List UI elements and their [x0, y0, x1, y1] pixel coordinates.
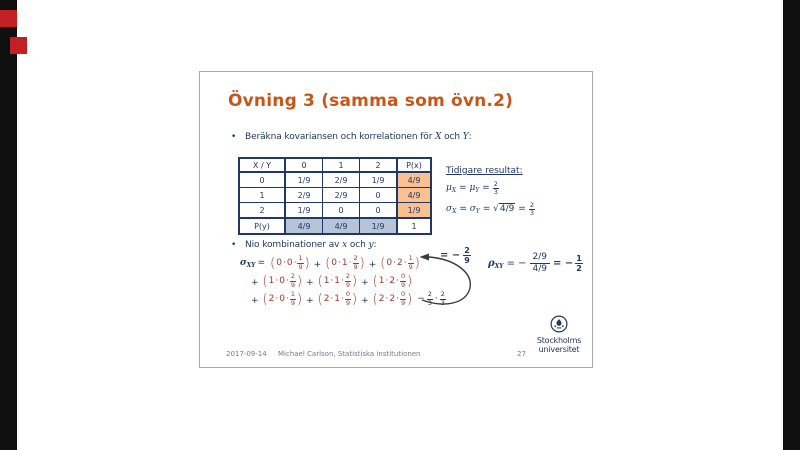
- sqrt-sign: √: [493, 204, 499, 215]
- mean-equation: $\mu_X = \mu_Y$ = $\frac{2}{3}$: [446, 180, 498, 197]
- table-cell: 0: [239, 172, 285, 188]
- table-row: [239, 203, 431, 219]
- bullet1-colon: :: [468, 132, 472, 142]
- var-y: Y: [462, 132, 469, 142]
- product-term: ( 2 · 0 · 1 9 ): [262, 290, 303, 307]
- table-cell: 1: [323, 158, 360, 172]
- table-cell: P(x): [397, 158, 431, 172]
- red-marker-1: [0, 10, 17, 27]
- table-cell: 2/9: [285, 188, 323, 203]
- bullet2-text: Nio kombinationer av: [245, 240, 343, 250]
- var-x-lower: x: [342, 240, 348, 250]
- page-number: 27: [517, 350, 526, 358]
- plus-sign: +: [251, 295, 259, 306]
- bullet2-mid: och: [347, 240, 369, 250]
- bullet-marker: •: [231, 132, 237, 142]
- table-cell: 0: [285, 158, 323, 172]
- table-cell: 1: [239, 188, 285, 203]
- table-cell: 1/9: [360, 172, 398, 188]
- covariance-line-1: $\sigma_{XY}$ = ( 0 · 0 · 1 9 ) + ( 0 · 1 · 2 9 ) + ( 0 · 2 · 1 9 ): [240, 254, 420, 271]
- bullet-marker: •: [231, 240, 237, 250]
- curved-arrow: [414, 250, 478, 312]
- previous-results-heading: Tidigare resultat:: [446, 166, 523, 176]
- logo-text-line2: universitet: [538, 344, 580, 354]
- correlation-equation: $\rho_{XY}$ = − $\frac{2/9}{4/9}$ = − $\frac{1}{2}$: [488, 252, 582, 275]
- bullet-nine-combinations: [231, 240, 376, 250]
- table-cell: P(y): [239, 218, 285, 234]
- table-cell: 0: [360, 203, 398, 219]
- product-term: ( 0 · 2 · 1 9 ): [380, 254, 420, 271]
- big-fraction: $\frac{2/9}{4/9}$: [530, 252, 550, 276]
- table-cell: 4/9: [323, 218, 360, 234]
- bullet1-text: Beräkna kovariansen och korrelationen för: [245, 132, 436, 142]
- letterbox-bar-right: [783, 0, 800, 450]
- table-cell: 4/9: [397, 172, 431, 188]
- logo-text-line1: Stockholms: [536, 336, 582, 345]
- table-row: [239, 218, 431, 234]
- university-emblem-icon: [550, 315, 568, 333]
- product-term: ( 1 · 1 · 2 9 ): [317, 272, 358, 289]
- table-cell: X / Y: [239, 158, 285, 172]
- radicand: 4/9: [499, 204, 515, 215]
- var-x: X: [435, 132, 442, 142]
- table-cell: 0: [323, 203, 360, 219]
- table-cell: 1/9: [285, 203, 323, 219]
- mean-product-term: − $\frac{2}{3}$ · 2 3: [417, 290, 445, 307]
- table-row: [239, 158, 431, 172]
- plus-sign: +: [313, 259, 322, 270]
- bullet2-colon: :: [373, 240, 377, 250]
- table-cell: 2/9: [323, 172, 360, 188]
- product-term: ( 2 · 1 · 0 9 ): [317, 290, 358, 307]
- table-cell: 4/9: [397, 188, 431, 203]
- footer-author: Michael Carlson, Statistiska institutionen: [278, 350, 421, 358]
- table-cell: 0: [360, 188, 398, 203]
- university-logo: [530, 315, 588, 355]
- table-cell: 2/9: [323, 188, 360, 203]
- table-row: [239, 172, 431, 188]
- letterbox-bar-left: [0, 0, 17, 450]
- table-cell: 1/9: [360, 218, 398, 234]
- table-cell: 2: [360, 158, 398, 172]
- table-row: [239, 188, 431, 203]
- plus-sign: +: [306, 277, 314, 288]
- probability-table: [238, 157, 432, 235]
- slide-title: Övning 3 (samma som övn.2): [228, 91, 514, 111]
- bullet-calc-covariance: [231, 132, 472, 142]
- var-y-lower: y: [368, 240, 374, 250]
- table-cell: 1/9: [285, 172, 323, 188]
- previous-results-block: [446, 166, 535, 218]
- plus-sign: +: [251, 277, 259, 288]
- covariance-result: = − $\frac{2}{9}$: [440, 246, 470, 266]
- product-term: ( 2 · 2 · 0 9 ): [372, 290, 413, 307]
- red-marker-2: [10, 37, 27, 54]
- product-term: ( 1 · 0 · 2 9 ): [262, 272, 303, 289]
- table-cell: 4/9: [285, 218, 323, 234]
- footer-date: 2017-09-14: [226, 350, 267, 358]
- stddev-equation: $\sigma_X = \sigma_Y = √4/9$ = $\frac{2}{3}$: [446, 200, 534, 218]
- product-term: ( 1 · 2 · 0 9 ): [372, 272, 413, 289]
- plus-sign: +: [306, 295, 314, 306]
- bullet1-mid: och: [441, 132, 463, 142]
- fraction: $\frac{2}{3}$: [493, 180, 498, 197]
- presentation-slide: [199, 71, 593, 368]
- table-cell: 1: [397, 218, 431, 234]
- product-term: ( 0 · 0 · 1 9 ): [270, 254, 310, 271]
- plus-sign: +: [361, 295, 369, 306]
- table-cell: 1/9: [397, 203, 431, 219]
- product-term: ( 0 · 1 · 2 9 ): [325, 254, 365, 271]
- fraction: $\frac{2}{3}$: [529, 200, 534, 218]
- plus-sign: +: [368, 259, 377, 270]
- table-cell: 2: [239, 203, 285, 219]
- plus-sign: +: [361, 277, 369, 288]
